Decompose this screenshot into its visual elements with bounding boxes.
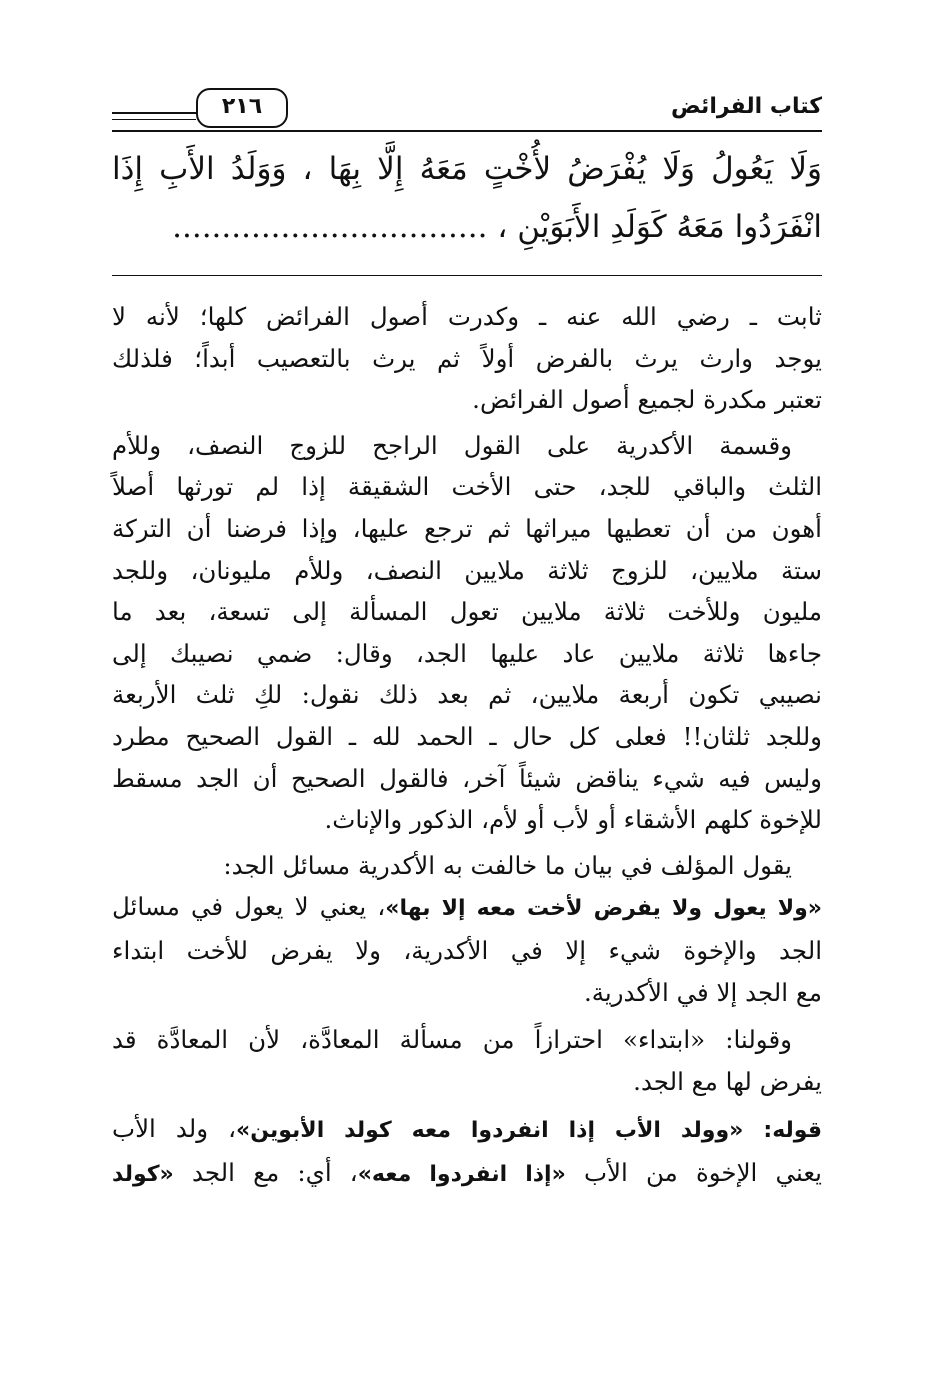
text-line: يوجد وارث يرث بالفرض أولاً ثم يرث بالتعصيب أبداً؛ فلذلك <box>112 343 822 373</box>
paragraph <box>112 296 822 421</box>
text-line: وقسمة الأكدرية على القول الراجح للزوج النصف، وللأم <box>112 430 792 460</box>
matn-line-text: انْفَرَدُوا مَعَهُ كَوَلَدِ الأَبَوَيْنِ ، <box>497 209 822 245</box>
paragraph <box>112 845 822 887</box>
commentary <box>112 296 822 1199</box>
header-ornament-rule <box>112 112 196 114</box>
text-line: تعتبر مكدرة لجميع أصول الفرائض. <box>472 385 822 415</box>
text-line: يقول المؤلف في بيان ما خالفت به الأكدرية مسائل الجد: <box>223 850 792 880</box>
quoted-matn: «كولد <box>112 1161 174 1187</box>
paragraph <box>112 1019 822 1102</box>
matn-dots: ................................ <box>172 209 488 245</box>
quote-label: قوله: <box>763 1118 823 1144</box>
matn-separator <box>112 275 822 276</box>
text-line: ستة ملايين، للزوج ثلاثة ملايين النصف، وللأم مليونان، وللجد <box>112 555 822 585</box>
page-header <box>112 88 822 132</box>
text-line: وقولنا: «ابتداء» احترازاً من مسألة المعادَّة، لأن المعادَّة قد <box>112 1025 792 1055</box>
text-line: ثابت ـ رضي الله عنه ـ وكدرت أصول الفرائض كلها؛ لأنه لا <box>112 302 822 331</box>
quoted-matn: «ولا يعول ولا يفرض لأخت معه إلا بها» <box>385 896 822 922</box>
matn-line <box>112 198 822 256</box>
text-line: أهون من أن تعطيها ميراثها ثم ترجع عليها، وإذا فرضنا أن التركة <box>112 513 822 543</box>
paragraph <box>112 886 822 1013</box>
page-number: ٢١٦ <box>196 88 288 128</box>
text-segment: ، يعني لا يعول في مسائل <box>112 892 386 922</box>
matn-line: وَلَا يَعُولُ وَلَا يُفْرَضُ لأُخْتٍ مَعَهُ إِلَّا بِهَا ، وَوَلَدُ الأَبِ إِذَا <box>112 151 822 187</box>
text-line: الجد والإخوة شيء إلا في الأكدرية، ولا يفرض للأخت ابتداء <box>112 935 822 965</box>
text-line: وللجد ثلثان!! فعلى كل حال ـ الحمد لله ـ القول الصحيح مطرد <box>112 721 822 751</box>
text-line: للإخوة كلهم الأشقاء أو لأب أو لأم، الذكور والإناث. <box>324 805 822 835</box>
text-line: الثلث والباقي للجد، حتى الأخت الشقيقة إذا لم تورثها أصلاً <box>112 472 822 502</box>
text-segment: يعني الإخوة من الأب <box>583 1157 822 1187</box>
text-segment: ، ولد الأب <box>112 1114 236 1144</box>
text-segment: ، أي: مع الجد <box>191 1157 358 1187</box>
matn-text <box>112 140 822 256</box>
paragraph <box>112 1108 822 1195</box>
header-ornament-rule <box>112 119 196 120</box>
quoted-matn: «إذا انفردوا معه» <box>357 1161 566 1187</box>
running-title: كتاب الفرائض <box>671 94 822 119</box>
paragraph <box>112 425 822 841</box>
text-line: جاءها ثلاثة ملايين عاد عليها الجد، وقال: ضمي نصيبك إلى <box>112 638 822 668</box>
text-line: مليون وللأخت ثلاثة ملايين تعول المسألة إلى تسعة، بعد ما <box>112 597 822 627</box>
text-line: نصيبي تكون أربعة ملايين، ثم بعد ذلك نقول: لكِ ثلث الأربعة <box>112 680 822 710</box>
text-line <box>112 1108 822 1152</box>
text-line <box>112 1152 822 1196</box>
text-line: مع الجد إلا في الأكدرية. <box>583 977 822 1007</box>
text-line <box>112 886 822 930</box>
text-line: يفرض لها مع الجد. <box>633 1066 822 1096</box>
text-line: وليس فيه شيء يناقض شيئاً آخر، فالقول الصحيح أن الجد مسقط <box>112 763 822 793</box>
quoted-matn: «وولد الأب إذا انفردوا معه كولد الأبوين» <box>235 1118 744 1144</box>
header-rule <box>112 130 822 132</box>
